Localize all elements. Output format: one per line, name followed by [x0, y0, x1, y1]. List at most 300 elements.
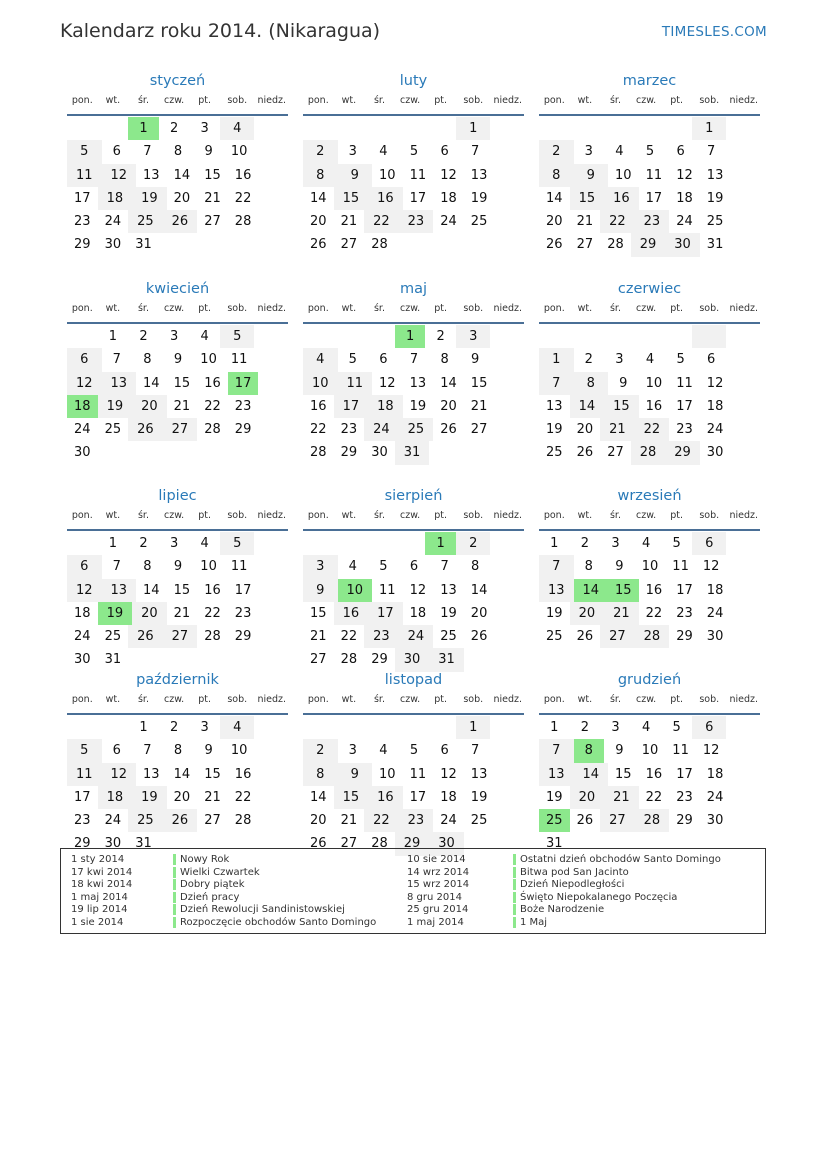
day-cell[interactable]: 8	[574, 372, 609, 395]
day-cell[interactable]: 2	[436, 329, 445, 344]
day-cell[interactable]: 4	[645, 352, 655, 368]
day-cell[interactable]: 30	[371, 445, 388, 461]
day-cell[interactable]: 16	[645, 398, 663, 414]
day-cell[interactable]: 18	[706, 582, 724, 598]
day-cell[interactable]: 26	[576, 813, 594, 829]
day-cell[interactable]: 17	[676, 398, 693, 414]
day-cell[interactable]: 21	[173, 605, 191, 621]
day-cell[interactable]: 23	[364, 625, 399, 648]
day-cell[interactable]: 31	[104, 652, 122, 668]
day-cell[interactable]: 26	[128, 418, 163, 441]
day-cell[interactable]: 6	[440, 144, 449, 160]
day-cell[interactable]: 19	[546, 605, 563, 621]
day-cell[interactable]: 28	[371, 237, 388, 253]
day-cell[interactable]: 11	[67, 164, 102, 187]
day-cell[interactable]: 27	[470, 422, 488, 438]
day-cell[interactable]: 25	[128, 210, 163, 233]
day-cell[interactable]: 19	[440, 605, 457, 621]
day-cell[interactable]: 26	[310, 237, 327, 253]
day-cell[interactable]: 25	[104, 629, 122, 645]
day-cell[interactable]: 16	[368, 786, 403, 809]
day-cell[interactable]: 12	[102, 763, 137, 786]
day-cell[interactable]: 8	[471, 559, 480, 575]
day-cell[interactable]: 5	[220, 325, 255, 348]
day-cell[interactable]: 27	[576, 237, 594, 253]
day-cell[interactable]: 6	[676, 144, 685, 160]
day-cell[interactable]: 15	[608, 579, 639, 602]
day-cell[interactable]: 5	[676, 352, 685, 368]
day-cell[interactable]: 15	[570, 187, 605, 210]
day-cell[interactable]: 24	[676, 214, 693, 230]
day-cell[interactable]: 8	[143, 559, 152, 575]
day-cell[interactable]: 29	[234, 629, 252, 645]
day-cell[interactable]: 29	[676, 629, 693, 645]
day-cell[interactable]: 27	[204, 214, 221, 230]
day-cell[interactable]: 25	[539, 809, 570, 832]
day-cell[interactable]: 1	[550, 720, 559, 735]
day-cell[interactable]: 14	[470, 582, 488, 598]
day-cell[interactable]: 14	[173, 766, 191, 782]
day-cell[interactable]: 20	[173, 190, 191, 206]
day-cell[interactable]: 29	[234, 422, 252, 438]
day-cell[interactable]: 21	[576, 214, 594, 230]
day-cell[interactable]: 7	[143, 743, 152, 759]
day-cell[interactable]: 11	[645, 167, 663, 183]
day-cell[interactable]: 14	[574, 763, 609, 786]
day-cell[interactable]: 5	[672, 720, 681, 735]
day-cell[interactable]: 25	[706, 214, 724, 230]
day-cell[interactable]: 28	[631, 441, 666, 464]
day-cell[interactable]: 21	[604, 786, 639, 809]
day-cell[interactable]: 30	[706, 813, 724, 829]
day-cell[interactable]: 13	[539, 763, 574, 786]
day-cell[interactable]: 20	[570, 786, 605, 809]
day-cell[interactable]: 6	[707, 352, 716, 368]
day-cell[interactable]: 7	[112, 352, 121, 368]
day-cell[interactable]: 18	[67, 395, 98, 418]
day-cell[interactable]: 4	[641, 536, 651, 551]
day-cell[interactable]: 3	[584, 144, 593, 160]
day-cell[interactable]: 15	[173, 582, 191, 598]
day-cell[interactable]: 13	[706, 167, 724, 183]
day-cell[interactable]: 15	[334, 187, 369, 210]
day-cell[interactable]: 22	[204, 605, 221, 621]
day-cell[interactable]: 24	[364, 418, 399, 441]
day-cell[interactable]: 17	[228, 372, 259, 395]
day-cell[interactable]: 25	[128, 809, 163, 832]
day-cell[interactable]: 3	[456, 325, 491, 348]
day-cell[interactable]: 9	[574, 164, 609, 187]
day-cell[interactable]: 11	[409, 167, 427, 183]
day-cell[interactable]: 6	[440, 743, 449, 759]
day-cell[interactable]: 9	[338, 763, 373, 786]
day-cell[interactable]: 8	[303, 164, 338, 187]
day-cell[interactable]: 8	[440, 352, 449, 368]
day-cell[interactable]: 14	[570, 395, 605, 418]
day-cell[interactable]: 8	[574, 739, 605, 762]
day-cell[interactable]: 8	[173, 743, 183, 759]
day-cell[interactable]: 7	[471, 144, 480, 160]
day-cell[interactable]: 19	[409, 398, 427, 414]
day-cell[interactable]: 10	[230, 743, 248, 759]
day-cell[interactable]: 1	[692, 117, 727, 140]
day-cell[interactable]: 12	[676, 167, 693, 183]
day-cell[interactable]: 31	[546, 836, 563, 852]
day-cell[interactable]: 16	[645, 582, 663, 598]
day-cell[interactable]: 18	[74, 605, 91, 621]
day-cell[interactable]: 30	[74, 445, 91, 461]
day-cell[interactable]: 17	[74, 190, 91, 206]
day-cell[interactable]: 1	[108, 329, 118, 344]
day-cell[interactable]: 23	[676, 605, 693, 621]
day-cell[interactable]: 22	[645, 789, 663, 805]
day-cell[interactable]: 7	[440, 559, 449, 575]
day-cell[interactable]: 14	[143, 375, 160, 391]
day-cell[interactable]: 16	[334, 602, 369, 625]
day-cell[interactable]: 8	[584, 559, 593, 575]
day-cell[interactable]: 12	[706, 375, 724, 391]
day-cell[interactable]: 18	[676, 190, 693, 206]
day-cell[interactable]: 2	[580, 536, 590, 551]
day-cell[interactable]: 2	[303, 140, 338, 163]
day-cell[interactable]: 18	[368, 395, 403, 418]
day-cell[interactable]: 24	[104, 813, 122, 829]
day-cell[interactable]: 7	[471, 743, 480, 759]
day-cell[interactable]: 20	[310, 813, 327, 829]
day-cell[interactable]: 31	[135, 237, 152, 253]
day-cell[interactable]: 24	[104, 214, 122, 230]
day-cell[interactable]: 26	[470, 629, 488, 645]
day-cell[interactable]: 6	[692, 716, 727, 739]
day-cell[interactable]: 27	[607, 445, 624, 461]
day-cell[interactable]: 26	[128, 625, 163, 648]
day-cell[interactable]: 11	[379, 582, 396, 598]
day-cell[interactable]: 5	[409, 743, 419, 759]
day-cell[interactable]: 11	[676, 375, 693, 391]
day-cell[interactable]: 28	[234, 813, 252, 829]
day-cell[interactable]: 3	[611, 536, 620, 551]
day-cell[interactable]: 19	[98, 395, 133, 418]
day-cell[interactable]: 3	[348, 743, 357, 759]
day-cell[interactable]: 5	[220, 532, 255, 555]
day-cell[interactable]: 27	[310, 652, 327, 668]
day-cell[interactable]: 2	[139, 329, 148, 344]
day-cell[interactable]: 20	[470, 605, 488, 621]
day-cell[interactable]: 2	[169, 121, 179, 136]
day-cell[interactable]: 29	[631, 233, 666, 256]
day-cell[interactable]: 6	[409, 559, 419, 575]
day-cell[interactable]: 2	[584, 352, 593, 368]
day-cell[interactable]: 17	[234, 582, 252, 598]
day-cell[interactable]: 8	[143, 352, 152, 368]
day-cell[interactable]: 21	[310, 629, 327, 645]
day-cell[interactable]: 18	[409, 605, 427, 621]
day-cell[interactable]: 22	[600, 210, 635, 233]
day-cell[interactable]: 10	[641, 743, 659, 759]
day-cell[interactable]: 2	[169, 720, 179, 735]
day-cell[interactable]: 21	[600, 418, 635, 441]
day-cell[interactable]: 4	[379, 743, 388, 759]
day-cell[interactable]: 17	[334, 395, 369, 418]
day-cell[interactable]: 26	[440, 422, 457, 438]
day-cell[interactable]: 3	[169, 536, 179, 551]
day-cell[interactable]: 22	[234, 789, 252, 805]
day-cell[interactable]: 15	[310, 605, 327, 621]
day-cell[interactable]: 15	[334, 786, 369, 809]
day-cell[interactable]: 24	[399, 625, 434, 648]
day-cell[interactable]: 18	[98, 187, 133, 210]
day-cell[interactable]: 6	[379, 352, 388, 368]
day-cell[interactable]: 15	[204, 766, 221, 782]
day-cell[interactable]: 13	[539, 579, 574, 602]
day-cell[interactable]: 1	[456, 716, 491, 739]
day-cell[interactable]: 12	[702, 743, 720, 759]
day-cell[interactable]: 4	[615, 144, 624, 160]
day-cell[interactable]: 9	[173, 352, 183, 368]
day-cell[interactable]: 3	[615, 352, 624, 368]
day-cell[interactable]: 28	[204, 422, 221, 438]
day-cell[interactable]: 29	[74, 836, 91, 852]
day-cell[interactable]: 22	[204, 398, 221, 414]
day-cell[interactable]: 22	[234, 190, 252, 206]
day-cell[interactable]: 5	[672, 536, 681, 551]
day-cell[interactable]: 20	[173, 789, 191, 805]
day-cell[interactable]: 23	[234, 605, 252, 621]
day-cell[interactable]: 21	[173, 398, 191, 414]
day-cell[interactable]: 10	[338, 579, 373, 602]
day-cell[interactable]: 3	[200, 121, 209, 136]
day-cell[interactable]: 17	[645, 190, 663, 206]
day-cell[interactable]: 9	[338, 164, 373, 187]
day-cell[interactable]: 20	[310, 214, 327, 230]
day-cell[interactable]: 20	[132, 602, 167, 625]
day-cell[interactable]: 27	[600, 809, 635, 832]
day-cell[interactable]: 18	[706, 398, 724, 414]
day-cell[interactable]: 7	[112, 559, 121, 575]
day-cell[interactable]: 3	[348, 144, 357, 160]
day-cell[interactable]: 13	[470, 167, 488, 183]
day-cell[interactable]: 15	[604, 395, 639, 418]
day-cell[interactable]: 6	[67, 348, 102, 371]
day-cell[interactable]: 28	[204, 629, 221, 645]
day-cell[interactable]: 24	[74, 422, 91, 438]
day-cell[interactable]: 29	[676, 813, 693, 829]
day-cell[interactable]: 24	[706, 789, 724, 805]
day-cell[interactable]: 9	[615, 743, 624, 759]
day-cell[interactable]: 1	[139, 720, 148, 735]
day-cell[interactable]: 20	[132, 395, 167, 418]
day-cell[interactable]: 7	[539, 555, 574, 578]
day-cell[interactable]: 11	[409, 766, 427, 782]
day-cell[interactable]: 3	[169, 329, 179, 344]
day-cell[interactable]: 10	[615, 167, 632, 183]
day-cell[interactable]: 2	[539, 140, 574, 163]
day-cell[interactable]: 29	[371, 652, 388, 668]
day-cell[interactable]: 16	[204, 582, 221, 598]
day-cell[interactable]: 22	[340, 629, 358, 645]
day-cell[interactable]: 29	[340, 445, 358, 461]
day-cell[interactable]: 31	[395, 441, 430, 464]
day-cell[interactable]: 26	[310, 836, 327, 852]
day-cell[interactable]: 5	[67, 140, 102, 163]
day-cell[interactable]: 13	[143, 167, 160, 183]
day-cell[interactable]: 31	[429, 648, 464, 671]
day-cell[interactable]: 9	[173, 559, 183, 575]
day-cell[interactable]: 11	[67, 763, 102, 786]
day-cell[interactable]: 23	[635, 210, 670, 233]
day-cell[interactable]: 10	[379, 766, 396, 782]
day-cell[interactable]: 22	[635, 418, 670, 441]
day-cell[interactable]: 3	[200, 720, 209, 735]
day-cell[interactable]: 15	[470, 375, 488, 391]
day-cell[interactable]: 15	[173, 375, 191, 391]
day-cell[interactable]: 13	[440, 582, 457, 598]
day-cell[interactable]: 21	[204, 789, 221, 805]
day-cell[interactable]: 7	[143, 144, 152, 160]
day-cell[interactable]: 11	[338, 372, 373, 395]
day-cell[interactable]: 31	[706, 237, 724, 253]
day-cell[interactable]: 21	[340, 214, 358, 230]
day-cell[interactable]: 9	[615, 559, 624, 575]
day-cell[interactable]: 23	[399, 809, 434, 832]
day-cell[interactable]: 9	[303, 579, 338, 602]
day-cell[interactable]: 4	[220, 716, 255, 739]
day-cell[interactable]: 4	[220, 117, 255, 140]
day-cell[interactable]: 12	[409, 582, 427, 598]
day-cell[interactable]: 23	[234, 398, 252, 414]
day-cell[interactable]: 6	[112, 144, 121, 160]
day-cell[interactable]: 19	[98, 602, 133, 625]
day-cell[interactable]: 18	[98, 786, 133, 809]
day-cell[interactable]: 5	[645, 144, 655, 160]
day-cell[interactable]: 12	[702, 559, 720, 575]
day-cell[interactable]: 12	[102, 164, 137, 187]
day-cell[interactable]: 29	[665, 441, 700, 464]
day-cell[interactable]: 1	[395, 325, 426, 348]
day-cell[interactable]: 10	[200, 559, 217, 575]
day-cell[interactable]: 11	[672, 559, 689, 575]
day-cell[interactable]: 28	[234, 214, 252, 230]
day-cell[interactable]: 28	[371, 836, 388, 852]
day-cell[interactable]: 18	[440, 789, 457, 805]
day-cell[interactable]: 9	[204, 144, 213, 160]
day-cell[interactable]: 5	[379, 559, 388, 575]
day-cell[interactable]: 21	[340, 813, 358, 829]
day-cell[interactable]: 25	[546, 629, 563, 645]
day-cell[interactable]: 5	[348, 352, 357, 368]
day-cell[interactable]: 17	[74, 789, 91, 805]
day-cell[interactable]: 23	[340, 422, 358, 438]
day-cell[interactable]: 5	[409, 144, 419, 160]
day-cell[interactable]: 2	[580, 720, 590, 735]
day-cell[interactable]: 1	[456, 117, 491, 140]
day-cell[interactable]: 17	[409, 190, 427, 206]
day-cell[interactable]: 27	[163, 625, 198, 648]
day-cell[interactable]: 23	[399, 210, 434, 233]
day-cell[interactable]: 12	[379, 375, 396, 391]
day-cell[interactable]: 16	[604, 187, 639, 210]
day-cell[interactable]: 10	[230, 144, 248, 160]
day-cell[interactable]: 26	[546, 237, 563, 253]
day-cell[interactable]: 30	[706, 629, 724, 645]
day-cell[interactable]: 22	[310, 422, 327, 438]
day-cell[interactable]: 13	[102, 372, 137, 395]
day-cell[interactable]: 16	[645, 766, 663, 782]
day-cell[interactable]: 8	[173, 144, 183, 160]
day-cell[interactable]: 30	[104, 237, 122, 253]
day-cell[interactable]: 28	[340, 652, 358, 668]
day-cell[interactable]: 25	[546, 445, 563, 461]
day-cell[interactable]: 21	[470, 398, 488, 414]
day-cell[interactable]: 22	[364, 210, 399, 233]
day-cell[interactable]: 20	[576, 422, 594, 438]
day-cell[interactable]: 12	[440, 167, 457, 183]
day-cell[interactable]: 12	[67, 579, 102, 602]
day-cell[interactable]: 19	[470, 190, 488, 206]
day-cell[interactable]: 20	[546, 214, 563, 230]
day-cell[interactable]: 14	[440, 375, 457, 391]
day-cell[interactable]: 11	[230, 352, 248, 368]
day-cell[interactable]: 2	[303, 739, 338, 762]
day-cell[interactable]: 23	[74, 813, 91, 829]
day-cell[interactable]: 7	[539, 372, 574, 395]
day-cell[interactable]: 14	[574, 579, 609, 602]
day-cell[interactable]: 8	[539, 164, 574, 187]
day-cell[interactable]: 15	[204, 167, 221, 183]
day-cell[interactable]: 28	[607, 237, 624, 253]
day-cell[interactable]: 24	[706, 605, 724, 621]
day-cell[interactable]: 19	[470, 789, 488, 805]
day-cell[interactable]: 25	[104, 422, 122, 438]
day-cell[interactable]: 30	[104, 836, 122, 852]
day-cell[interactable]: 19	[546, 422, 563, 438]
day-cell[interactable]: 10	[645, 375, 663, 391]
day-cell[interactable]: 27	[204, 813, 221, 829]
site-brand[interactable]: TIMESLES.COM	[661, 24, 767, 40]
day-cell[interactable]: 30	[395, 648, 430, 671]
day-cell[interactable]: 17	[676, 582, 693, 598]
day-cell[interactable]: 3	[611, 720, 620, 735]
day-cell[interactable]: 19	[132, 187, 167, 210]
day-cell[interactable]: 21	[204, 190, 221, 206]
day-cell[interactable]: 26	[576, 445, 594, 461]
day-cell[interactable]: 9	[204, 743, 213, 759]
day-cell[interactable]: 6	[112, 743, 121, 759]
day-cell[interactable]: 20	[440, 398, 457, 414]
day-cell[interactable]: 21	[604, 602, 639, 625]
day-cell[interactable]: 25	[470, 214, 488, 230]
day-cell[interactable]: 26	[163, 809, 198, 832]
day-cell[interactable]: 16	[204, 375, 221, 391]
day-cell[interactable]: 7	[409, 352, 419, 368]
day-cell[interactable]: 7	[539, 739, 574, 762]
day-cell[interactable]: 10	[303, 372, 338, 395]
day-cell[interactable]: 9	[619, 375, 628, 391]
day-cell[interactable]: 12	[440, 766, 457, 782]
day-cell[interactable]: 29	[395, 832, 430, 855]
day-cell[interactable]: 10	[379, 167, 396, 183]
day-cell[interactable]: 24	[440, 813, 457, 829]
day-cell[interactable]: 10	[200, 352, 217, 368]
day-cell[interactable]: 13	[470, 766, 488, 782]
day-cell[interactable]: 27	[340, 836, 358, 852]
day-cell[interactable]: 1	[539, 348, 574, 371]
day-cell[interactable]: 14	[546, 190, 563, 206]
day-cell[interactable]: 14	[143, 582, 160, 598]
day-cell[interactable]: 6	[67, 555, 102, 578]
day-cell[interactable]: 19	[546, 789, 563, 805]
day-cell[interactable]: 17	[368, 602, 403, 625]
